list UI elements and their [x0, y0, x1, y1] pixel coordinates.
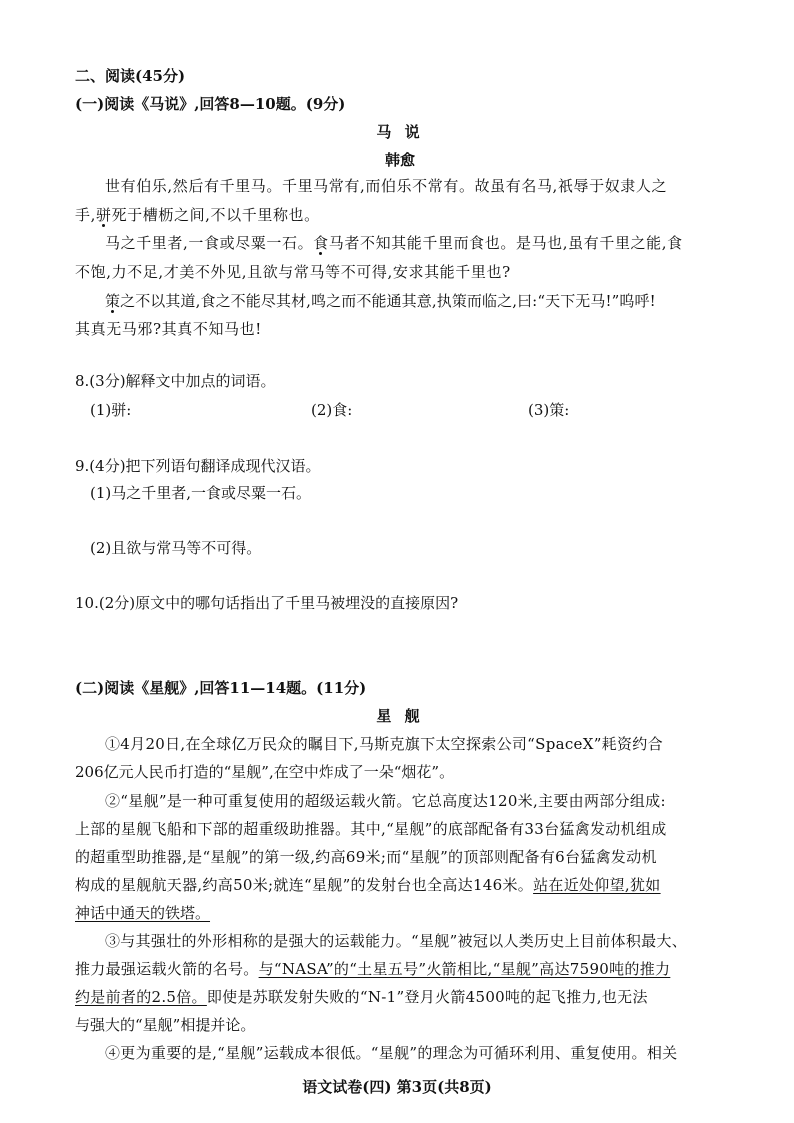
text-segment: 推力最强运载火箭的名号。: [75, 960, 259, 978]
dotted-word-shi: 食: [313, 234, 329, 252]
article-p2-line4: [75, 871, 725, 899]
article-p1-line2: 206亿元人民币打造的“星舰”,在空中炸成了一朵“烟花”。: [75, 763, 455, 781]
dotted-word-pian: 骈: [95, 206, 112, 224]
question-9-stem: 9.(4分)把下列语句翻译成现代汉语。: [75, 457, 321, 475]
text-segment: 手,: [75, 206, 96, 224]
poem-author: 韩愈: [384, 151, 415, 169]
article-p3-line1: ③与其强壮的外形相称的是强大的运载能力。“星舰”被冠以人类历史上目前体积最大、: [105, 932, 688, 950]
passage1-line5: [75, 287, 725, 315]
dotted-word-ce: 策: [105, 292, 121, 310]
part2-heading: (二)阅读《星舰》,回答11—14题。(11分): [75, 679, 367, 697]
question-8-options: [75, 397, 725, 423]
question-8-option-3: (3)策:: [528, 401, 570, 419]
text-segment: 之不以其道,食之不能尽其材,鸣之而不能通其意,执策而临之,曰:“天下无马!”呜呼!: [120, 292, 656, 310]
question-8-option-1: (1)骈:: [90, 401, 132, 419]
question-9-item-1: (1)马之千里者,一食或尽粟一石。: [90, 484, 312, 502]
underlined-sentence-2b: 约是前者的2.5倍。: [75, 988, 207, 1006]
underlined-sentence-1a: 站在近处仰望,犹如: [533, 876, 661, 894]
text-segment: 即使是苏联发射失败的“N-1”登月火箭4500吨的起飞推力,也无法: [206, 988, 648, 1006]
section-heading: 二、阅读(45分): [75, 67, 186, 85]
text-segment: 死于槽枥之间,不以千里称也。: [111, 206, 320, 224]
article-p2-line1: ②“星舰”是一种可重复使用的超级运载火箭。它总高度达120米,主要由两部分组成:: [105, 792, 666, 810]
question-9-item-2: (2)且欲与常马等不可得。: [90, 539, 262, 557]
poem-title: 马 说: [376, 123, 424, 141]
article-p3-line2: [75, 955, 725, 983]
underlined-sentence-2a: 与“NASA”的“土星五号”火箭相比,“星舰”高达7590吨的推力: [258, 960, 671, 978]
text-segment: 马之千里者,一食或尽粟一石。: [105, 234, 314, 252]
passage1-line6: 其真无马邪?其真不知马也!: [75, 320, 262, 338]
article-p2-line2: 上部的星舰飞船和下部的超重级助推器。其中,“星舰”的底部配备有33台猛禽发动机组成: [75, 820, 667, 838]
text-segment: 构成的星舰航天器,约高50米;就连“星舰”的发射台也全高达146米。: [75, 876, 534, 894]
part1-heading: (一)阅读《马说》,回答8—10题。(9分): [75, 95, 346, 113]
article-p3-line3: [75, 983, 725, 1011]
question-10-stem: 10.(2分)原文中的哪句话指出了千里马被埋没的直接原因?: [75, 594, 459, 612]
article-p1-line1: ①4月20日,在全球亿万民众的瞩目下,马斯克旗下太空探索公司“SpaceX”耗资约合: [105, 735, 663, 753]
underlined-sentence-1b: 神话中通天的铁塔。: [75, 904, 211, 922]
article-p4-line1: ④更为重要的是,“星舰”运载成本很低。“星舰”的理念为可循环利用、重复使用。相关: [105, 1044, 678, 1062]
passage1-line1: 世有伯乐,然后有千里马。千里马常有,而伯乐不常有。故虽有名马,祇辱于奴隶人之: [105, 177, 668, 195]
question-8-option-2: (2)食:: [311, 401, 353, 419]
article-p2-line3: 的超重型助推器,是“星舰”的第一级,约高69米;而“星舰”的顶部则配备有6台猛禽发动机: [75, 848, 657, 866]
page-footer: 语文试卷(四) 第3页(共8页): [302, 1078, 492, 1096]
passage1-line4: 不饱,力不足,才美不外见,且欲与常马等不可得,安求其能千里也?: [75, 263, 511, 281]
text-segment: 马者不知其能千里而食也。是马也,虽有千里之能,食: [328, 234, 683, 252]
article-title: 星 舰: [376, 707, 424, 725]
passage1-line2: [75, 201, 725, 229]
article-p2-line5: [75, 899, 725, 927]
passage1-line3: [75, 229, 725, 257]
article-p3-line4: 与强大的“星舰”相提并论。: [75, 1016, 256, 1034]
question-8-stem: 8.(3分)解释文中加点的词语。: [75, 372, 276, 390]
